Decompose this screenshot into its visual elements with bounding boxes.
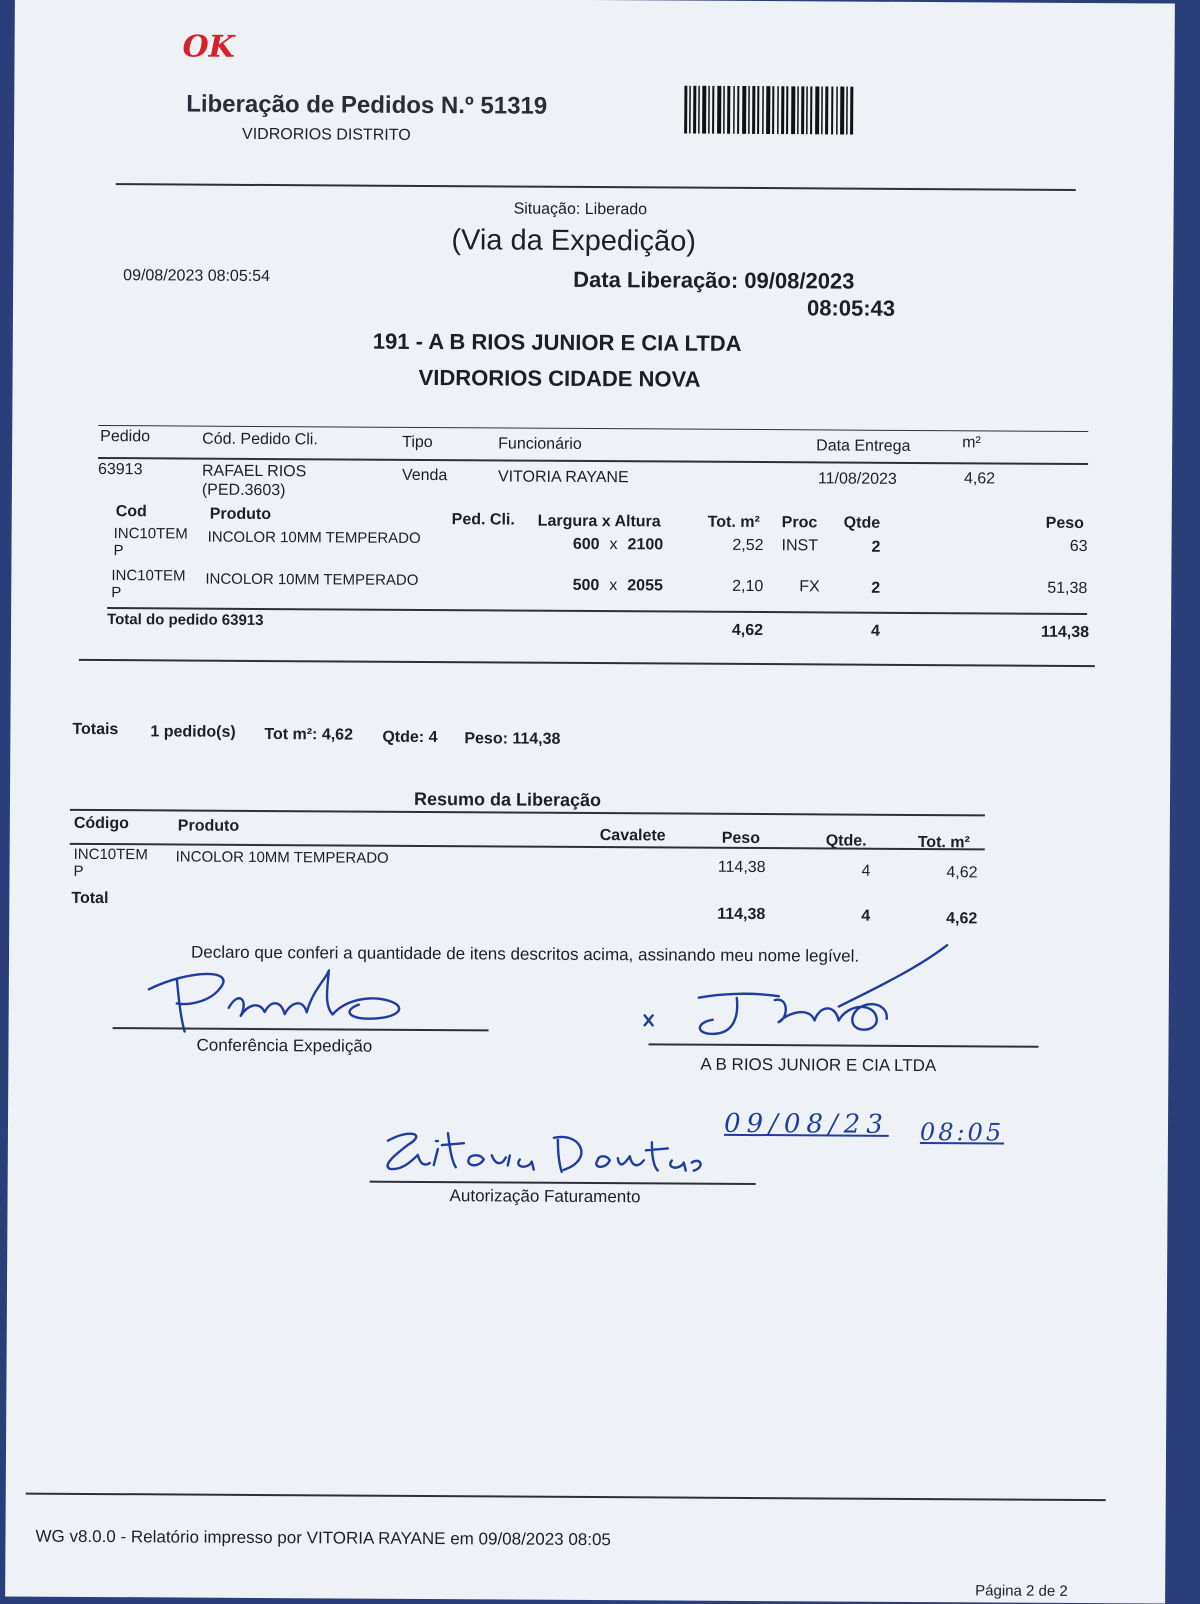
printed-datetime: 09/08/2023 08:05:54 <box>123 267 271 286</box>
order-number: 63913 <box>97 460 143 479</box>
order-total-qtde: 4 <box>870 622 880 640</box>
item-1-cod-suffix: P <box>113 542 124 560</box>
col-m2: m² <box>962 434 981 452</box>
summary-title: Resumo da Liberação <box>413 788 602 811</box>
summary-total-label: Total <box>71 889 109 908</box>
totals-qtde: Qtde: 4 <box>382 728 438 747</box>
totals-label: Totais <box>72 720 119 739</box>
order-table-bottom-line <box>79 659 1095 667</box>
item-2-tot-m2: 2,10 <box>732 577 764 596</box>
summary-col-peso: Peso <box>721 829 761 848</box>
item-2-cod: INC10TEM <box>111 567 186 585</box>
release-date: Data Liberação: 09/08/2023 <box>573 266 855 294</box>
release-time: 08:05:43 <box>806 295 896 321</box>
order-total-m2: 4,62 <box>731 621 764 640</box>
summary-col-produto: Produto <box>177 817 240 835</box>
document-title: Liberação de Pedidos N.º 51319 <box>186 90 548 120</box>
order-m2: 4,62 <box>963 470 996 488</box>
barcode <box>684 86 856 135</box>
item-1-altura: 2100 <box>627 536 664 554</box>
totals-tot-m2: Tot m²: 4,62 <box>264 726 354 744</box>
order-client-code: RAFAEL RIOS <box>201 462 307 481</box>
summary-row-peso: 114,38 <box>717 858 766 877</box>
footer-printed-by: WG v8.0.0 - Relatório impresso por VITORIA RAYANE em 09/08/2023 08:05 <box>35 1526 611 1550</box>
via-label: (Via da Expedição) <box>451 224 697 258</box>
col-tipo: Tipo <box>402 433 433 452</box>
header-divider <box>116 183 1076 191</box>
col-cod-pedido-cli: Cód. Pedido Cli. <box>202 430 318 449</box>
item-1-dim-sep: x <box>609 536 618 554</box>
summary-row-produto: INCOLOR 10MM TEMPERADO <box>175 848 389 867</box>
item-1-largura: 600 <box>572 535 600 554</box>
totals-peso: Peso: 114,38 <box>464 730 561 748</box>
signature-label-faturamento: Autorização Faturamento <box>449 1186 641 1207</box>
summary-col-codigo: Código <box>73 814 129 833</box>
company-name: VIDRORIOS DISTRITO <box>242 125 411 144</box>
col-pedido: Pedido <box>100 428 151 446</box>
item-col-qtde: Qtde <box>843 514 881 532</box>
summary-col-qtde: Qtde. <box>825 832 867 850</box>
item-2-produto: INCOLOR 10MM TEMPERADO <box>205 570 419 589</box>
item-1-proc: INST <box>781 537 819 555</box>
handwritten-time: 08:05 <box>919 1118 1005 1147</box>
client-store: VIDRORIOS CIDADE NOVA <box>418 364 701 392</box>
item-1-qtde: 2 <box>871 538 881 556</box>
item-col-proc: Proc <box>781 514 818 532</box>
item-2-proc: FX <box>799 578 820 596</box>
item-1-cod: INC10TEM <box>113 525 188 543</box>
item-2-dim-sep: x <box>609 577 618 595</box>
summary-col-cavalete: Cavalete <box>599 827 666 845</box>
item-1-produto: INCOLOR 10MM TEMPERADO <box>207 528 421 547</box>
signature-label-expedicao: Conferência Expedição <box>196 1035 373 1056</box>
order-type: Venda <box>401 466 448 485</box>
signature-client <box>639 935 950 1047</box>
summary-row-qtde: 4 <box>861 862 871 880</box>
col-funcionario: Funcionário <box>498 435 582 453</box>
summary-total-qtde: 4 <box>861 907 871 925</box>
summary-row-tot-m2: 4,62 <box>946 864 978 882</box>
order-total-peso: 114,38 <box>1040 623 1090 642</box>
item-col-cod: Cod <box>115 503 147 521</box>
item-2-peso: 51,38 <box>1047 579 1088 598</box>
signature-line-client <box>649 1043 1039 1047</box>
order-delivery-date: 11/08/2023 <box>817 470 897 488</box>
summary-row-codigo-suffix: P <box>73 862 84 880</box>
declaration-text: Declaro que conferi a quantidade de itens descritos acima, assinando meu nome legível. <box>191 942 860 966</box>
totals-pedidos: 1 pedido(s) <box>150 723 236 741</box>
item-2-qtde: 2 <box>871 579 881 597</box>
item-col-produto: Produto <box>209 505 272 524</box>
item-col-dims: Largura x Altura <box>537 512 661 531</box>
col-data-entrega: Data Entrega <box>816 437 911 455</box>
signature-label-client: A B RIOS JUNIOR E CIA LTDA <box>700 1054 937 1076</box>
item-2-altura: 2055 <box>627 577 663 595</box>
summary-row-codigo: INC10TEM <box>73 845 148 864</box>
order-employee: VITORIA RAYANE <box>497 468 629 487</box>
status-text: Situação: Liberado <box>513 200 648 219</box>
signature-faturamento <box>368 1119 708 1191</box>
item-1-tot-m2: 2,52 <box>732 536 764 555</box>
client-name: 191 - A B RIOS JUNIOR E CIA LTDA <box>372 328 742 356</box>
item-col-tot-m2: Tot. m² <box>707 513 760 532</box>
summary-col-tot-m2: Tot. m² <box>917 834 970 852</box>
summary-total-tot-m2: 4,62 <box>946 910 978 928</box>
order-client-ref: (PED.3603) <box>201 481 286 500</box>
item-1-peso: 63 <box>1069 537 1088 556</box>
order-total-label: Total do pedido 63913 <box>107 611 264 630</box>
footer-line <box>26 1493 1106 1502</box>
item-col-ped-cli: Ped. Cli. <box>451 511 515 529</box>
item-col-peso: Peso <box>1045 514 1085 533</box>
summary-total-peso: 114,38 <box>717 905 766 924</box>
ok-handwritten-stamp: OK <box>182 29 235 65</box>
handwritten-date: 09/08/23 <box>723 1108 889 1140</box>
document-page <box>5 0 1175 1604</box>
footer-page-number: Página 2 de 2 <box>975 1582 1068 1600</box>
item-2-cod-suffix: P <box>111 584 122 602</box>
item-2-largura: 500 <box>572 576 600 595</box>
